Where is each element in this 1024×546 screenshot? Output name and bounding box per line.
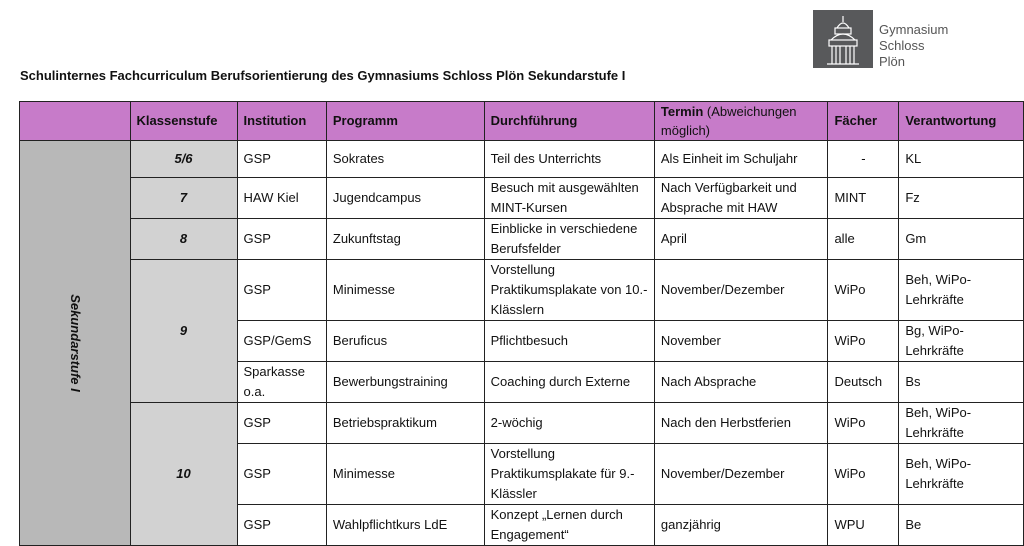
faecher-cell: WPU: [828, 505, 899, 546]
institution-cell: HAW Kiel: [237, 178, 326, 219]
grade-cell: 9: [130, 260, 237, 403]
institution-cell: Sparkasse o.a.: [237, 362, 326, 403]
programm-cell: Betriebspraktikum: [326, 403, 484, 444]
header-termin: [654, 102, 828, 141]
programm-cell: Sokrates: [326, 141, 484, 178]
stage-label: Sekundarstufe I: [67, 294, 83, 392]
verantwortung-cell: Beh, WiPo-Lehrkräfte: [899, 260, 1024, 321]
table-row: [20, 403, 1024, 444]
verantwortung-cell: Bs: [899, 362, 1024, 403]
verantwortung-cell: Bg, WiPo-Lehrkräfte: [899, 321, 1024, 362]
institution-cell: GSP: [237, 141, 326, 178]
faecher-cell: WiPo: [828, 260, 899, 321]
termin-cell: Nach den Herbstferien: [654, 403, 828, 444]
grade-cell: 5/6: [130, 141, 237, 178]
durchfuehrung-cell: Teil des Unterrichts: [484, 141, 654, 178]
header-institution: Institution: [237, 102, 326, 141]
table-row: [20, 141, 1024, 178]
faecher-cell: MINT: [828, 178, 899, 219]
header-stage: [20, 102, 131, 141]
termin-cell: Nach Verfügbarkeit und Absprache mit HAW: [654, 178, 828, 219]
curriculum-table: [19, 101, 1024, 546]
termin-cell: November/Dezember: [654, 260, 828, 321]
institution-cell: GSP: [237, 505, 326, 546]
durchfuehrung-cell: Konzept „Lernen durch Engagement“: [484, 505, 654, 546]
stage-cell: [20, 141, 131, 546]
header-klassenstufe: Klassenstufe: [130, 102, 237, 141]
header-faecher: Fächer: [828, 102, 899, 141]
table-row: [20, 219, 1024, 260]
faecher-cell: WiPo: [828, 403, 899, 444]
durchfuehrung-cell: Vorstellung Praktikumsplakate für 9.-Klässler: [484, 444, 654, 505]
institution-cell: GSP/GemS: [237, 321, 326, 362]
verantwortung-cell: Be: [899, 505, 1024, 546]
institution-cell: GSP: [237, 403, 326, 444]
verantwortung-cell: Beh, WiPo-Lehrkräfte: [899, 403, 1024, 444]
school-logo: [813, 10, 963, 68]
durchfuehrung-cell: Vorstellung Praktikumsplakate von 10.-Klässlern: [484, 260, 654, 321]
header-verantwortung: Verantwortung: [899, 102, 1024, 141]
programm-cell: Wahlpflichtkurs LdE: [326, 505, 484, 546]
programm-cell: Beruficus: [326, 321, 484, 362]
table-row: [20, 178, 1024, 219]
faecher-cell: WiPo: [828, 321, 899, 362]
durchfuehrung-cell: Pflichtbesuch: [484, 321, 654, 362]
faecher-cell: -: [828, 141, 899, 178]
logo-line: Schloss: [879, 38, 925, 53]
institution-cell: GSP: [237, 260, 326, 321]
table-row: [20, 260, 1024, 321]
document-title: Schulinternes Fachcurriculum Berufsorientierung des Gymnasiums Schloss Plön Sekundarstufe I: [20, 68, 626, 83]
programm-cell: Minimesse: [326, 260, 484, 321]
termin-cell: November/Dezember: [654, 444, 828, 505]
institution-cell: GSP: [237, 444, 326, 505]
logo-line: Gymnasium: [879, 22, 949, 37]
termin-cell: Nach Absprache: [654, 362, 828, 403]
programm-cell: Jugendcampus: [326, 178, 484, 219]
termin-cell: November: [654, 321, 828, 362]
logo-wordmark: [879, 22, 948, 70]
verantwortung-cell: Beh, WiPo-Lehrkräfte: [899, 444, 1024, 505]
programm-cell: Zukunftstag: [326, 219, 484, 260]
institution-cell: GSP: [237, 219, 326, 260]
header-row: [20, 102, 1024, 141]
grade-cell: 10: [130, 403, 237, 546]
faecher-cell: Deutsch: [828, 362, 899, 403]
faecher-cell: alle: [828, 219, 899, 260]
durchfuehrung-cell: Einblicke in verschiedene Berufsfelder: [484, 219, 654, 260]
logo-line: Plön: [879, 54, 906, 69]
verantwortung-cell: Fz: [899, 178, 1024, 219]
verantwortung-cell: KL: [899, 141, 1024, 178]
durchfuehrung-cell: Besuch mit ausgewählten MINT-Kursen: [484, 178, 654, 219]
castle-icon: [813, 10, 873, 68]
grade-cell: 8: [130, 219, 237, 260]
grade-cell: 7: [130, 178, 237, 219]
header-programm: Programm: [326, 102, 484, 141]
header-termin-note: (Abweichungen möglich): [660, 104, 797, 138]
header-durchfuehrung: Durchführung: [484, 102, 654, 141]
programm-cell: Bewerbungstraining: [326, 362, 484, 403]
durchfuehrung-cell: 2-wöchig: [484, 403, 654, 444]
verantwortung-cell: Gm: [899, 219, 1024, 260]
faecher-cell: WiPo: [828, 444, 899, 505]
programm-cell: Minimesse: [326, 444, 484, 505]
termin-cell: ganzjährig: [654, 505, 828, 546]
termin-cell: Als Einheit im Schuljahr: [654, 141, 828, 178]
termin-cell: April: [654, 219, 828, 260]
durchfuehrung-cell: Coaching durch Externe: [484, 362, 654, 403]
header-termin-label: Termin: [660, 104, 704, 119]
